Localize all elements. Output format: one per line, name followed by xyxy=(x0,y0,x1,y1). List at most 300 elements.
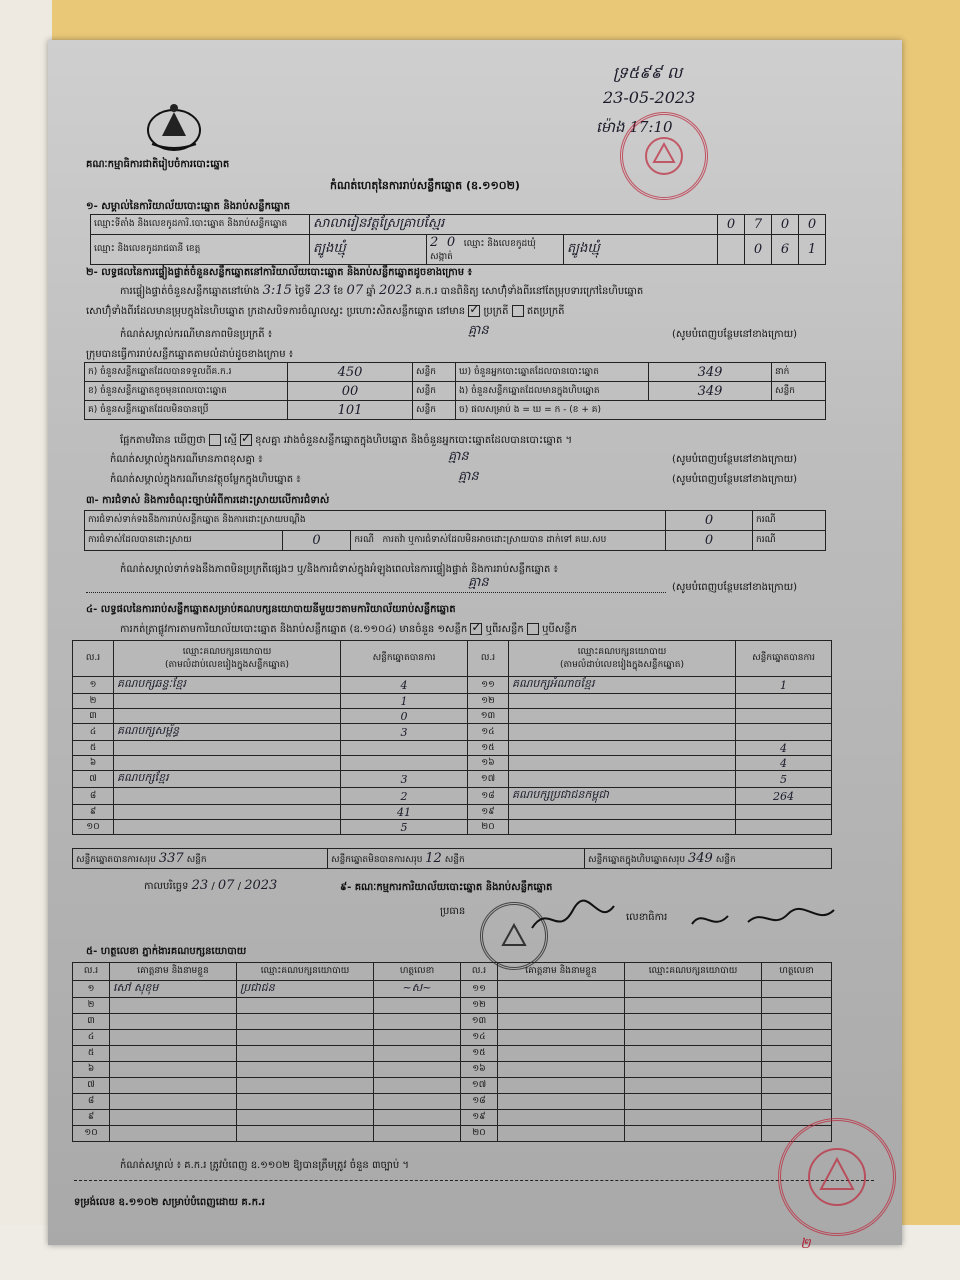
agent-name xyxy=(498,981,625,998)
agent-no: ២ xyxy=(73,998,110,1014)
signatories-label: ៩- គណៈកម្មការការិយាល័យបោះឆ្នោត និងរាប់សន្លឹកឆ្នោត xyxy=(340,882,553,893)
party-no: ១៤ xyxy=(468,724,509,741)
agent-signature xyxy=(762,1030,832,1046)
commune-code-digit: 0 xyxy=(745,235,772,265)
agent-name xyxy=(110,1062,237,1078)
agent-signature xyxy=(374,1078,461,1094)
party-votes: 1 xyxy=(736,677,832,694)
vote-totals-table xyxy=(72,848,832,869)
received-value: 450 xyxy=(288,363,413,382)
total-valid-unit: សន្លឹក xyxy=(186,854,207,865)
year-label: ឆ្នាំ xyxy=(366,286,376,297)
agent-party: ប្រជាជន xyxy=(237,981,374,998)
agent-party xyxy=(237,1046,374,1062)
party-no: ៤ xyxy=(73,724,114,741)
agent-signature xyxy=(762,998,832,1014)
party-name xyxy=(509,805,736,820)
party-no: ១៩ xyxy=(468,805,509,820)
agent-signature xyxy=(762,1014,832,1030)
party-no: ៩ xyxy=(73,805,114,820)
section4-heading: ៤- លទ្ធផលនៃការរាប់សន្លឹកឆ្នោតសម្រាប់គណបក្សនយោបាយនីមួយៗតាមការិយាល័យរាប់សន្លឹកឆ្នោត xyxy=(86,604,456,615)
agent-row xyxy=(73,1030,832,1046)
party-name xyxy=(509,709,736,724)
agent-no: ១៩ xyxy=(461,1110,498,1126)
footer-note: កំណត់សម្គាល់ ៖ គ.ក.រ ត្រូវបំពេញ ឧ.១១០២ ឱ្យបានត្រឹមត្រូវ ចំនួន ៣ច្បាប់ ។ xyxy=(120,1160,409,1171)
official-stamp-bottom xyxy=(778,1118,896,1236)
party-name xyxy=(114,709,341,724)
location-code-digit: 0 xyxy=(772,215,799,235)
verify-line xyxy=(120,283,643,299)
agent-no: ១៥ xyxy=(461,1046,498,1062)
party-name xyxy=(114,694,341,709)
unresolved-label: ការតវ៉ា ឬការជំទាស់ដែលមិនអាចដោះស្រាយបាន ដាក់ទៅ គឃ.សប xyxy=(382,535,607,545)
total-invalid-value: 12 xyxy=(425,850,442,866)
resolved-unit: ករណី xyxy=(354,535,374,545)
total-valid-label: សន្លឹកឆ្នោតបានការសរុប xyxy=(76,854,156,865)
form-code: ទម្រង់លេខ ឧ.១១០២ សម្រាប់បំពេញដោយ គ.ក.រ xyxy=(74,1197,265,1208)
date-label: កាលបរិច្ឆេទ xyxy=(144,881,189,892)
equal-label: ស្មើ xyxy=(224,435,237,446)
date-month: 07 xyxy=(217,878,235,893)
see-back-note: (សូមបំពេញបន្ថែមនៅខាងក្រោយ) xyxy=(672,474,798,485)
agent-no: ១៦ xyxy=(461,1062,498,1078)
location-value: សាលារៀនវត្តស្រែគ្រាបស្មែរ xyxy=(310,215,718,235)
sheet-count-text: ការកត់ត្រាផ្លូវការតាមការិយាល័យបោះឆ្នោត និងរាប់សន្លឹកឆ្នោត (ឧ.១១០៤) មានចំនួន ១សន្លឹក xyxy=(120,624,468,635)
party-name xyxy=(114,788,341,805)
agent-party xyxy=(625,1078,762,1094)
verify-time: 3:15 xyxy=(262,283,292,298)
party-votes: 41 xyxy=(341,805,468,820)
chair-signature-icon xyxy=(528,898,618,938)
unused-unit: សន្លឹក xyxy=(413,401,456,420)
agent-name xyxy=(110,1078,237,1094)
agent-no: ១៤ xyxy=(461,1030,498,1046)
party-no: ៦ xyxy=(73,756,114,771)
chair-label: ប្រធាន xyxy=(440,906,466,917)
commune-code-digit: 6 xyxy=(772,235,799,265)
party-name xyxy=(509,724,736,741)
party-votes: 5 xyxy=(736,771,832,788)
difference-note-value: គ្មាន xyxy=(448,449,469,464)
objection-unit: ករណី xyxy=(753,511,826,531)
agent-party xyxy=(625,1062,762,1078)
objection-label: ការជំទាស់ទាក់ទងនឹងការរាប់សន្លឹកឆ្នោត និងការដោះស្រាយបណ្តឹង xyxy=(85,511,666,531)
unresolved-value: 0 xyxy=(666,531,753,551)
agent-col-sign: ហត្ថលេខា xyxy=(762,963,832,981)
secretary-label: លេខាធិការ xyxy=(626,912,668,923)
section5-heading: ៥- ហត្ថលេខា ភ្នាក់ងារគណបក្សនយោបាយ xyxy=(86,946,247,957)
agent-party xyxy=(625,1110,762,1126)
total-valid-value: 337 xyxy=(158,850,184,866)
secretary-signature-icon xyxy=(688,904,838,934)
voters-label: ឃ) ចំនួនអ្នកបោះឆ្នោតដែលបានបោះឆ្នោត xyxy=(456,363,649,382)
count-intro: ក្រុមបានធ្វើការរាប់សន្លឹកឆ្នោតតាមលំដាប់ដូចខាងក្រោម ៖ xyxy=(86,349,294,360)
agent-party xyxy=(237,1062,374,1078)
agent-no: ១៣ xyxy=(461,1014,498,1030)
party-votes: 4 xyxy=(736,741,832,756)
party-votes xyxy=(736,805,832,820)
different-label: ខុសគ្នា xyxy=(255,435,281,446)
party-row xyxy=(73,756,832,771)
foreign-object-value: គ្មាន xyxy=(458,469,479,484)
agent-col-name: គោត្តនាម និងនាមខ្លួន xyxy=(498,963,625,981)
agent-name xyxy=(110,1126,237,1142)
col-header-party-sub: (តាមលំដាប់លេខរៀងក្នុងសន្លឹកឆ្នោត) xyxy=(165,659,289,670)
agent-name xyxy=(498,1062,625,1078)
voters-value: 349 xyxy=(649,363,772,382)
party-no: ១៥ xyxy=(468,741,509,756)
date-day: 23 xyxy=(191,878,209,893)
party-no: ១៦ xyxy=(468,756,509,771)
agent-no: ៩ xyxy=(73,1110,110,1126)
difference-note-label: កំណត់សម្គាល់ក្នុងករណីមានភាពខុសគ្នា ៖ xyxy=(110,454,263,465)
location-code-digit: 0 xyxy=(799,215,826,235)
two-sheets-label: ឬពីរសន្លឹក xyxy=(485,624,524,635)
agent-no: ៣ xyxy=(73,1014,110,1030)
party-votes xyxy=(736,724,832,741)
agent-name xyxy=(110,1030,237,1046)
agent-signature xyxy=(374,1014,461,1030)
agent-col-no: ល.រ xyxy=(73,963,110,981)
party-votes xyxy=(341,741,468,756)
abnormal-label: ឥតប្រក្រតី xyxy=(526,306,565,317)
agent-signature xyxy=(374,1126,461,1142)
agent-name xyxy=(110,1046,237,1062)
agent-col-name: គោត្តនាម និងនាមខ្លួន xyxy=(110,963,237,981)
agent-row xyxy=(73,1014,832,1030)
verify-day: 23 xyxy=(314,283,331,298)
agent-signature xyxy=(374,1094,461,1110)
unused-value: 101 xyxy=(288,401,413,420)
province-code xyxy=(427,235,564,265)
party-name: គណបក្សអំណាចខ្មែរ xyxy=(509,677,736,694)
agent-col-party: ឈ្មោះគណបក្សនយោបាយ xyxy=(625,963,762,981)
party-name xyxy=(114,756,341,771)
agent-no: ១ xyxy=(73,981,110,998)
agent-signature xyxy=(762,1046,832,1062)
resolved-value: 0 xyxy=(282,531,351,551)
dotted-line xyxy=(86,592,666,593)
col-header-party-text: ឈ្មោះគណបក្សនយោបាយ xyxy=(182,646,272,657)
party-name: គណបក្សឆន្ទៈខ្មែរ xyxy=(114,677,341,694)
total-invalid-unit: សន្លឹក xyxy=(444,854,465,865)
party-votes: 2 xyxy=(341,788,468,805)
agent-signature xyxy=(374,998,461,1014)
party-votes xyxy=(736,694,832,709)
col-header-party xyxy=(509,641,736,677)
box-count-value: 349 xyxy=(649,382,772,401)
party-name xyxy=(509,820,736,835)
agent-no: ៧ xyxy=(73,1078,110,1094)
document-page xyxy=(48,40,902,1245)
party-name: គណបក្សប្រជាជនកម្ពុជា xyxy=(509,788,736,805)
ballot-count-table xyxy=(84,362,826,420)
verify-rest: គ.ក.រ បានពិនិត្យ សោហ៊ុំទាំងពីរនៅតែម្រុបទារក្រៅនៃហិបឆ្នោត xyxy=(415,286,644,297)
agent-col-party: ឈ្មោះគណបក្សនយោបាយ xyxy=(237,963,374,981)
party-name xyxy=(114,805,341,820)
col-header-no: ល.រ xyxy=(468,641,509,677)
agent-row xyxy=(73,1126,832,1142)
col-header-votes: សន្លឹកឆ្នោតបានការ xyxy=(341,641,468,677)
party-row xyxy=(73,820,832,835)
see-back-note: (សូមបំពេញបន្ថែមនៅខាងក្រោយ) xyxy=(672,329,798,340)
agent-party xyxy=(625,998,762,1014)
abnormal-note-value: គ្មាន xyxy=(468,323,489,338)
irregularity-note-label: កំណត់សម្គាល់ទាក់ទងនឹងភាពមិនប្រក្រតីផ្សេងៗ ឬ/និងការជំទាស់ក្នុងអំឡុងពេលនៃការផ្ទៀងផ្ទាត់ និងការរាប់សន្លឹកឆ្នោត ៖ xyxy=(120,564,558,575)
spoiled-label: ខ) ចំនួនសន្លឹកឆ្នោតខូចមុនពេលបោះឆ្នោត xyxy=(85,382,288,401)
agent-party xyxy=(625,1046,762,1062)
handwritten-date: 23-05-2023 xyxy=(603,88,696,107)
agent-signature xyxy=(762,1094,832,1110)
province-code-digit: 0 xyxy=(446,235,456,250)
see-back-note: (សូមបំពេញបន្ថែមនៅខាងក្រោយ) xyxy=(672,582,798,593)
agent-signature xyxy=(762,1078,832,1094)
total-invalid-cell xyxy=(328,849,585,869)
official-stamp-top xyxy=(620,112,708,200)
col-header-party-sub: (តាមលំដាប់លេខរៀងក្នុងសន្លឹកឆ្នោត) xyxy=(560,659,684,670)
location-label: ឈ្មោះទីតាំង និងលេខកូដការិ.បោះឆ្នោត និងរាប់សន្លឹកឆ្នោត xyxy=(91,215,310,235)
agent-party xyxy=(237,1110,374,1126)
col-header-party xyxy=(114,641,341,677)
equal-checkbox[interactable] xyxy=(209,434,221,446)
party-no: ៨ xyxy=(73,788,114,805)
party-no: ១៣ xyxy=(468,709,509,724)
handwritten-time: ម៉ោង 17:10 xyxy=(596,118,673,136)
abnormal-note-label: កំណត់សម្គាល់ករណីមានភាពមិនប្រក្រតី ៖ xyxy=(120,329,273,340)
agent-name xyxy=(110,1094,237,1110)
party-name xyxy=(509,741,736,756)
agent-party xyxy=(237,1014,374,1030)
party-row xyxy=(73,788,832,805)
result-line xyxy=(120,433,572,448)
agent-name xyxy=(110,1110,237,1126)
section2-heading: ២- លទ្ធផលនៃការផ្ទៀងផ្ទាត់ចំនួនសន្លឹកឆ្នោតនៅការិយាល័យបោះឆ្នោត និងរាប់សន្លឹកឆ្នោតដូចខាងក្រោម ៖ xyxy=(86,267,473,278)
background-left xyxy=(0,0,52,1280)
normal-checkbox[interactable] xyxy=(468,305,480,317)
party-votes: 4 xyxy=(736,756,832,771)
month-label: ខែ xyxy=(333,286,344,297)
agent-name xyxy=(498,1046,625,1062)
party-votes: 3 xyxy=(341,724,468,741)
three-sheets-checkbox[interactable] xyxy=(527,623,539,635)
party-no: ១ xyxy=(73,677,114,694)
province-code-digit: 2 xyxy=(430,235,439,250)
agent-col-no: ល.រ xyxy=(461,963,498,981)
party-no: ១៧ xyxy=(468,771,509,788)
agent-row xyxy=(73,1078,832,1094)
total-box-label: សន្លឹកឆ្នោតក្នុងហិបឆ្នោតសរុប xyxy=(588,854,686,865)
party-votes: 4 xyxy=(341,677,468,694)
verify-year: 2023 xyxy=(379,283,413,298)
agent-signature xyxy=(374,1046,461,1062)
committee-name: គណៈកម្មាធិការជាតិរៀបចំការបោះឆ្នោត xyxy=(86,159,230,170)
province-label: ឈ្មោះ និងលេខកូដរាជធានី ខេត្ត xyxy=(91,235,310,265)
commune-code-digit: 1 xyxy=(799,235,826,265)
footer-divider xyxy=(74,1180,874,1181)
agent-signature xyxy=(374,1062,461,1078)
agent-signature xyxy=(762,1062,832,1078)
agent-no: ១១ xyxy=(461,981,498,998)
agent-name xyxy=(498,1030,625,1046)
irregularity-note-value: គ្មាន xyxy=(468,575,489,590)
verify-text: ការផ្ទៀងផ្ទាត់ចំនួនសន្លឹកឆ្នោតនៅម៉ោង xyxy=(120,286,260,297)
party-agents-table xyxy=(72,962,832,1142)
objections-table xyxy=(84,510,826,551)
party-votes: 264 xyxy=(736,788,832,805)
total-valid-cell xyxy=(73,849,328,869)
see-back-note: (សូមបំពេញបន្ថែមនៅខាងក្រោយ) xyxy=(672,454,798,465)
party-no: ៥ xyxy=(73,741,114,756)
total-box-value: 349 xyxy=(688,850,713,866)
agent-party xyxy=(237,1094,374,1110)
party-name xyxy=(509,771,736,788)
handwritten-ref: ទ្រ៥៩៩ ល xyxy=(613,63,683,82)
verify-month: 07 xyxy=(346,283,364,298)
party-no: ១៨ xyxy=(468,788,509,805)
party-name xyxy=(509,756,736,771)
agent-party xyxy=(625,981,762,998)
agent-no: ៥ xyxy=(73,1046,110,1062)
agent-name xyxy=(498,1014,625,1030)
agent-party xyxy=(237,1126,374,1142)
party-name: គណបក្សសម្ព័ន្ធ xyxy=(114,724,341,741)
document-title: កំណត់ហេតុនៃការរាប់សន្លឹកឆ្នោត (ឧ.១១០២) xyxy=(330,179,520,192)
date-line: កាលបរិច្ឆេទ 23 / 07 / 2023 xyxy=(144,878,278,893)
agent-party xyxy=(237,1030,374,1046)
party-no: ១០ xyxy=(73,820,114,835)
seal-text: សោហ៊ុំទាំងពីរដែលមានម្រុបក្នុងនៃហិបឆ្នោត ក្រដាសបិទការចំណូលស្ទះ ប្រហោះសិតសន្លឹកឆ្នោត នៅមាន xyxy=(86,306,466,317)
agent-signature xyxy=(374,1110,461,1126)
agent-signature: ~ស~ xyxy=(374,981,461,998)
abnormal-checkbox[interactable] xyxy=(512,305,524,317)
party-no: ៣ xyxy=(73,709,114,724)
page-mark: ២ xyxy=(800,1236,811,1252)
party-votes: 5 xyxy=(341,820,468,835)
location-code-digit: 7 xyxy=(745,215,772,235)
total-box-cell xyxy=(585,849,832,869)
agent-party xyxy=(625,1094,762,1110)
agent-row xyxy=(73,1062,832,1078)
agent-col-sign: ហត្ថលេខា xyxy=(374,963,461,981)
party-votes xyxy=(736,820,832,835)
agent-no: ៦ xyxy=(73,1062,110,1078)
agent-name xyxy=(498,1126,625,1142)
box-count-label: ង) ចំនួនសន្លឹកឆ្នោតដែលមានក្នុងហិបឆ្នោត xyxy=(456,382,649,401)
agent-name xyxy=(110,998,237,1014)
party-no: ១២ xyxy=(468,694,509,709)
agent-party xyxy=(237,998,374,1014)
agent-name: សៅ សុខុម xyxy=(110,981,237,998)
section1-heading: ១- សម្គាល់នៃការិយាល័យបោះឆ្នោត និងរាប់សន្លឹកឆ្នោត xyxy=(86,201,290,212)
agent-party xyxy=(625,1030,762,1046)
agent-name xyxy=(498,998,625,1014)
spoiled-value: 00 xyxy=(288,382,413,401)
col-header-votes: សន្លឹកឆ្នោតបានការ xyxy=(736,641,832,677)
section3-heading: ៣- ការជំទាស់ និងការចំណុះច្បាប់អំពីការដោះស្រាយលើការជំទាស់ xyxy=(86,495,330,506)
received-unit: សន្លឹក xyxy=(413,363,456,382)
party-name xyxy=(509,694,736,709)
agent-no: ៤ xyxy=(73,1030,110,1046)
three-sheets-label: ឬបីសន្លឹក xyxy=(542,624,577,635)
party-no: ៧ xyxy=(73,771,114,788)
party-row xyxy=(73,771,832,788)
agent-signature xyxy=(374,1030,461,1046)
agent-no: ១៨ xyxy=(461,1094,498,1110)
different-checkbox[interactable] xyxy=(240,434,252,446)
party-votes: 1 xyxy=(341,694,468,709)
agent-signature xyxy=(762,981,832,998)
agent-no: ១៧ xyxy=(461,1078,498,1094)
agent-row xyxy=(73,1110,832,1126)
agent-party xyxy=(625,1014,762,1030)
commune-value: ត្បូងឃ្មុំ xyxy=(564,235,718,265)
unresolved-unit: ករណី xyxy=(753,531,826,551)
party-name xyxy=(114,820,341,835)
normal-label: ប្រក្រតី xyxy=(483,306,509,317)
party-row xyxy=(73,805,832,820)
party-row xyxy=(73,677,832,694)
col-header-no: ល.រ xyxy=(73,641,114,677)
box-count-unit: សន្លឹក xyxy=(772,382,826,401)
voters-unit: នាក់ xyxy=(772,363,826,382)
nec-emblem-icon xyxy=(144,100,204,152)
party-votes-table xyxy=(72,640,832,835)
agent-row xyxy=(73,1094,832,1110)
party-no: ២០ xyxy=(468,820,509,835)
agent-party xyxy=(237,1078,374,1094)
unresolved-cell xyxy=(351,531,666,551)
agent-no: ៨ xyxy=(73,1094,110,1110)
agent-name xyxy=(110,1014,237,1030)
foreign-object-label: កំណត់សម្គាល់ក្នុងករណីមានវត្ថុចម្លែកក្នុងហិបឆ្នោត ៖ xyxy=(110,474,301,485)
party-votes: 3 xyxy=(341,771,468,788)
party-name: គណបក្សខ្មែរ xyxy=(114,771,341,788)
spoiled-unit: សន្លឹក xyxy=(413,382,456,401)
formula-label: ច) ផលសម្រាប់ ង = ឃ = ក - (ខ + គ) xyxy=(456,401,826,420)
commune-label: ឈ្មោះ និងលេខកូដឃុំ សង្កាត់ xyxy=(430,239,536,262)
party-row xyxy=(73,741,832,756)
unused-label: គ) ចំនួនសន្លឹកឆ្នោតដែលមិនបានប្រើ xyxy=(85,401,288,420)
objection-value: 0 xyxy=(666,511,753,531)
section1-table xyxy=(90,214,826,265)
party-row xyxy=(73,694,832,709)
two-sheets-checkbox[interactable] xyxy=(470,623,482,635)
agent-name xyxy=(498,1078,625,1094)
col-header-party-text: ឈ្មោះគណបក្សនយោបាយ xyxy=(577,646,667,657)
result-rest: រវាងចំនួនសន្លឹកឆ្នោតក្នុងហិបឆ្នោត និងចំនួនអ្នកបោះឆ្នោតដែលបានបោះឆ្នោត ។ xyxy=(283,435,573,446)
party-votes xyxy=(341,756,468,771)
day-label: ថ្ងៃទី xyxy=(295,286,311,297)
sheet-count-line xyxy=(120,622,577,637)
location-code-digit: 0 xyxy=(718,215,745,235)
total-box-unit: សន្លឹក xyxy=(715,854,736,865)
agent-row xyxy=(73,981,832,998)
result-text: ផ្អែកតាមវិធាន ឃើញថា xyxy=(120,435,206,446)
party-no: ២ xyxy=(73,694,114,709)
agent-no: ២០ xyxy=(461,1126,498,1142)
party-row xyxy=(73,724,832,741)
received-label: ក) ចំនួនសន្លឹកឆ្នោតដែលបានទទួលពីគ.ក.រ xyxy=(85,363,288,382)
agent-name xyxy=(498,1094,625,1110)
party-no: ១១ xyxy=(468,677,509,694)
agent-party xyxy=(625,1126,762,1142)
seal-line xyxy=(86,304,565,319)
party-votes: 0 xyxy=(341,709,468,724)
agent-row xyxy=(73,998,832,1014)
party-name xyxy=(114,741,341,756)
resolved-label: ការជំទាស់ដែលបានដោះស្រាយ xyxy=(85,531,283,551)
agent-no: ១២ xyxy=(461,998,498,1014)
